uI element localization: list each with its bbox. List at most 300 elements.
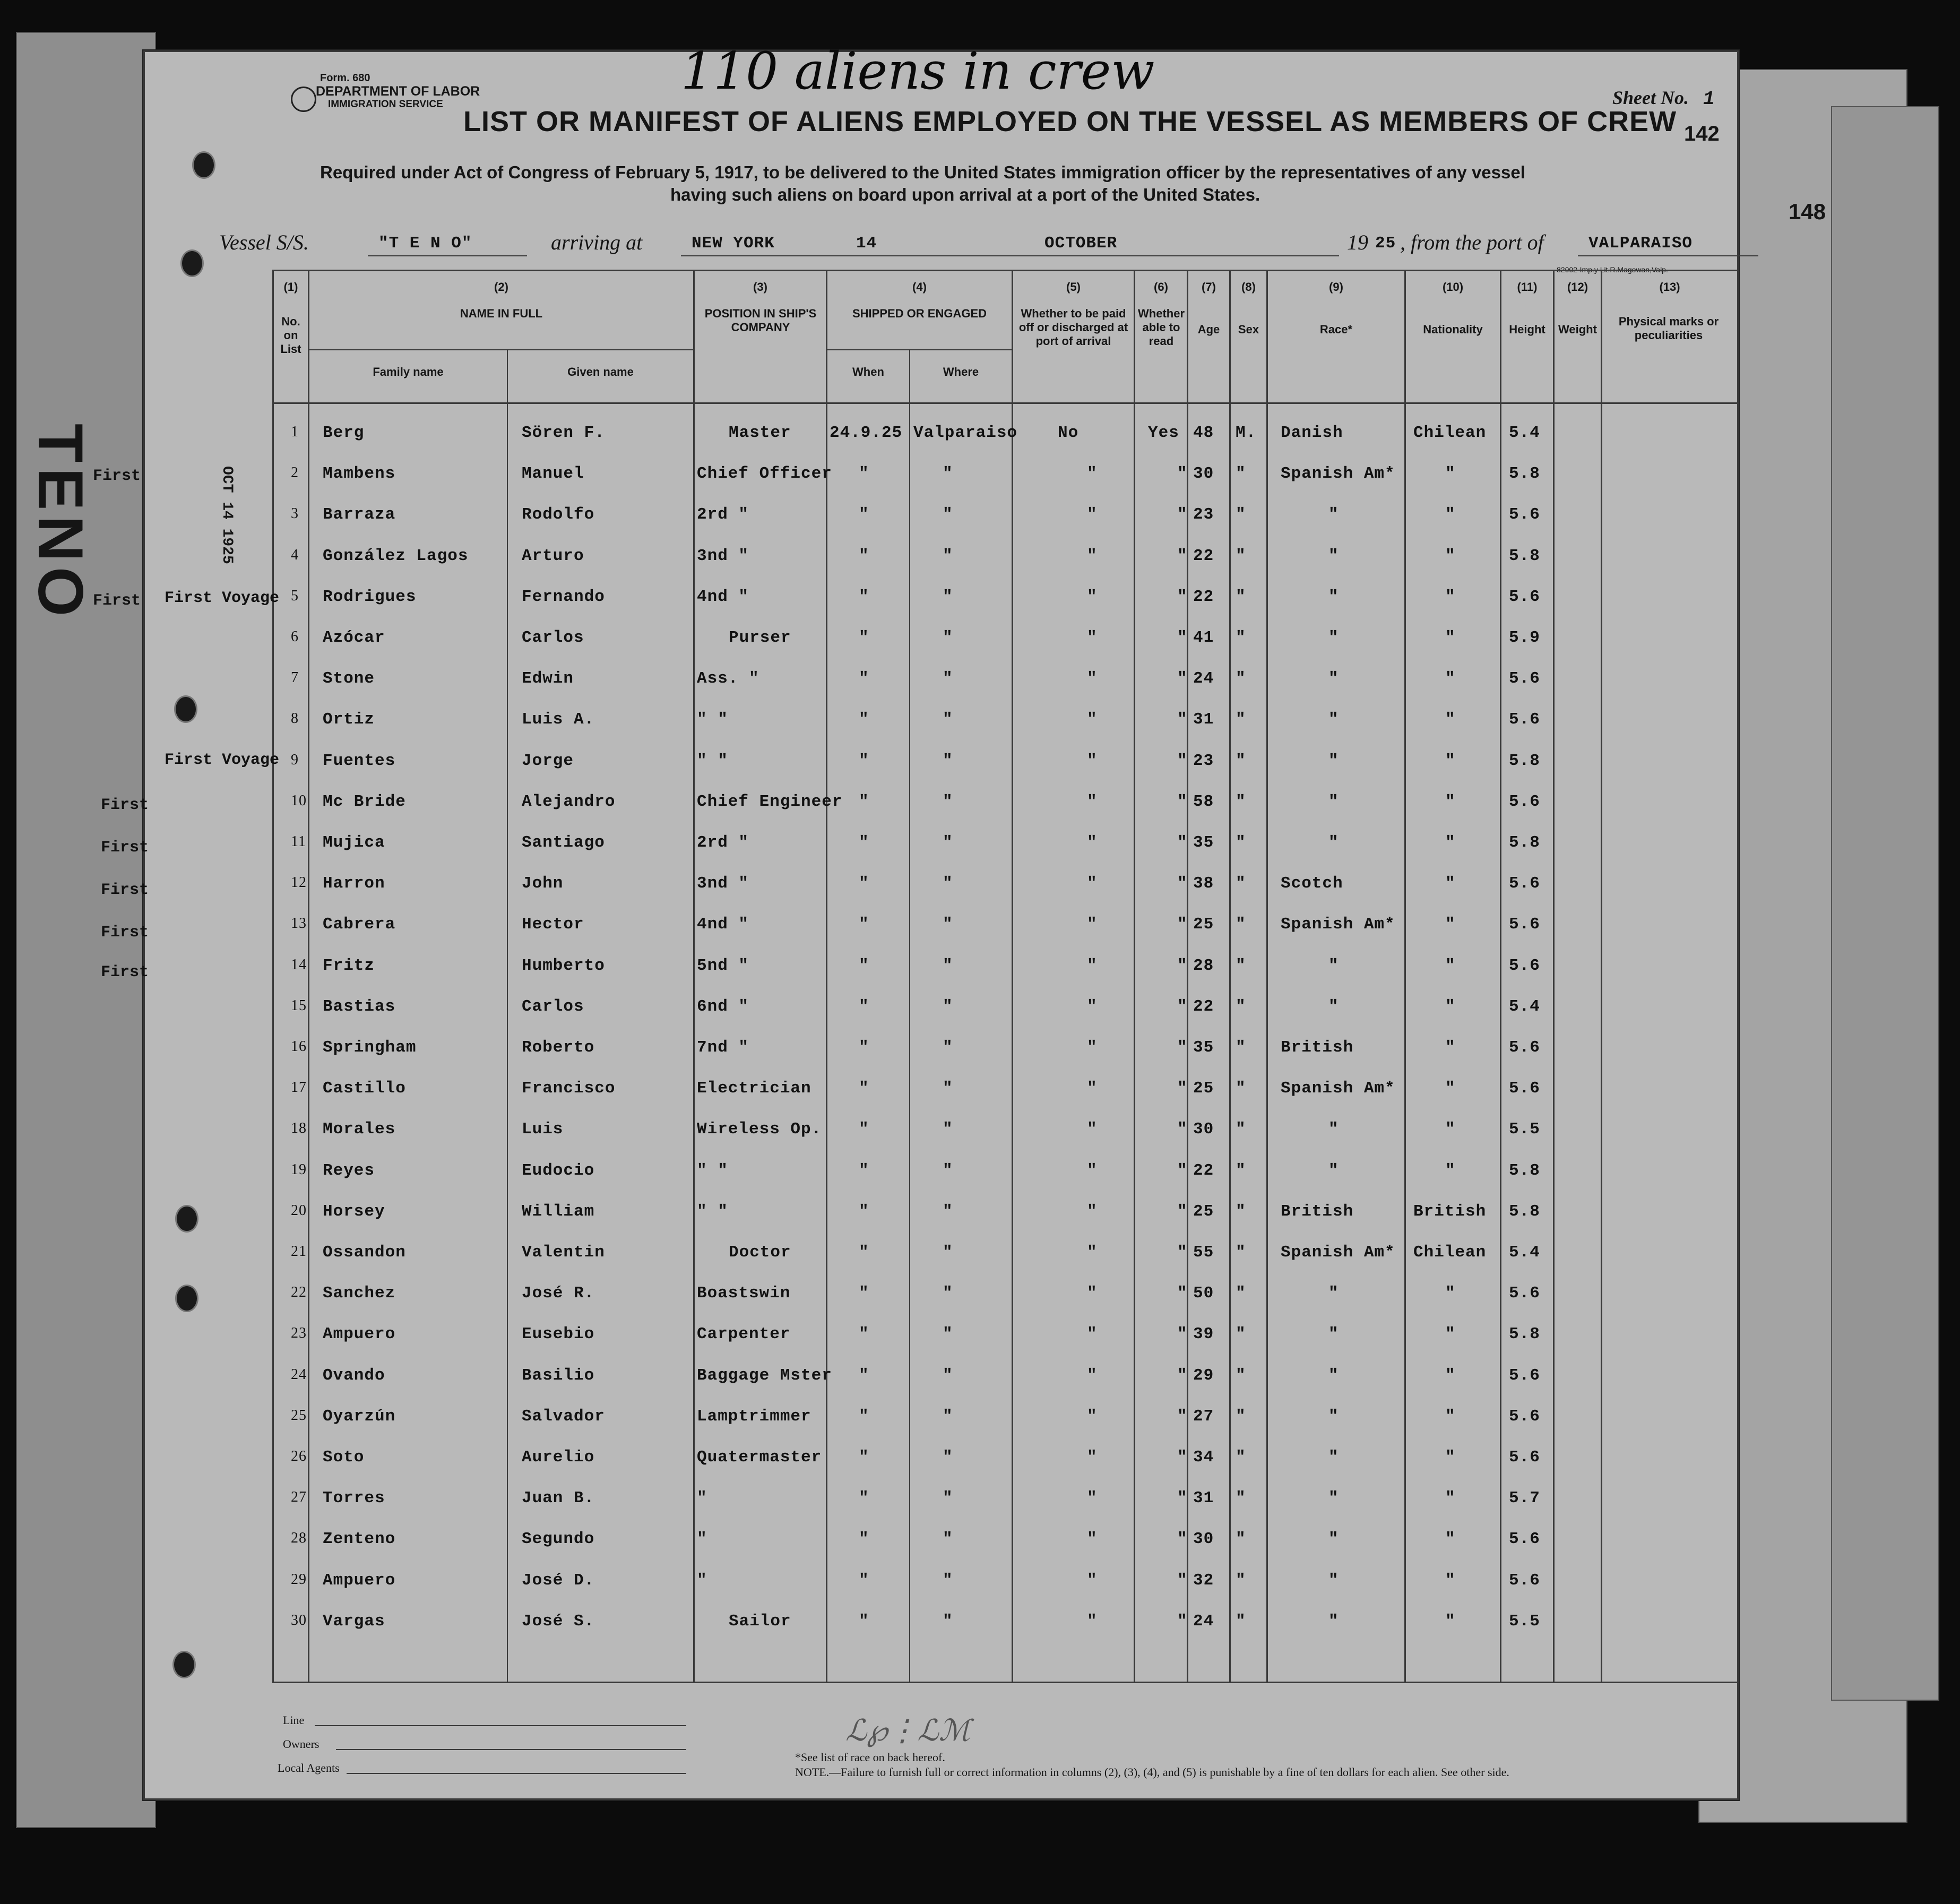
shipped-where-cell: " bbox=[943, 1366, 953, 1385]
sex-cell: " bbox=[1236, 874, 1246, 893]
able-to-read-cell: " bbox=[1177, 628, 1188, 647]
age-cell: 22 bbox=[1193, 587, 1214, 606]
footer-agents-label bbox=[278, 1761, 686, 1775]
paid-off-cell: " bbox=[1087, 1202, 1098, 1221]
subtitle-line-1: Required under Act of Congress of February 5, 1917, to be delivered to the United States immigration officer by the representatives of any vessel bbox=[320, 162, 1525, 182]
shipped-where-cell: " bbox=[943, 1202, 953, 1221]
agents-label: Local Agents bbox=[278, 1761, 340, 1774]
row-number-cell: 13 bbox=[291, 915, 307, 932]
family-name-cell: Morales bbox=[323, 1120, 396, 1139]
nationality-cell: Chilean bbox=[1413, 1243, 1487, 1262]
able-to-read-cell: " bbox=[1177, 1079, 1188, 1098]
shipped-where-cell: " bbox=[943, 915, 953, 934]
line-underline bbox=[315, 1725, 686, 1726]
shipped-when-cell: " bbox=[859, 505, 869, 524]
given-name-cell: José D. bbox=[522, 1571, 595, 1590]
age-cell: 25 bbox=[1193, 915, 1214, 934]
paid-off-cell: " bbox=[1087, 997, 1098, 1016]
paid-off-cell: " bbox=[1087, 1489, 1098, 1508]
shipped-when-cell: 24.9.25 bbox=[830, 424, 903, 442]
shipped-where-cell: " bbox=[943, 628, 953, 647]
height-cell: 5.6 bbox=[1509, 1407, 1540, 1426]
shipped-where-cell: " bbox=[943, 710, 953, 729]
position-cell: Electrician bbox=[697, 1079, 811, 1098]
given-name-cell: Roberto bbox=[522, 1038, 595, 1057]
age-cell: 58 bbox=[1193, 792, 1214, 811]
height-cell: 5.6 bbox=[1509, 1284, 1540, 1303]
shipped-when-cell: " bbox=[859, 1079, 869, 1098]
table-row bbox=[145, 1530, 1737, 1569]
row-number-cell: 12 bbox=[291, 874, 307, 891]
year-suffix: 25 bbox=[1375, 234, 1396, 253]
row-number-cell: 2 bbox=[291, 464, 299, 481]
col11-number: (11) bbox=[1517, 280, 1538, 294]
able-to-read-cell: " bbox=[1177, 587, 1188, 606]
height-cell: 5.9 bbox=[1509, 628, 1540, 647]
table-row bbox=[145, 588, 1737, 627]
age-cell: 31 bbox=[1193, 1489, 1214, 1508]
height-cell: 5.6 bbox=[1509, 956, 1540, 975]
given-name-cell: Juan B. bbox=[522, 1489, 595, 1508]
shipped-where-cell: " bbox=[943, 1284, 953, 1303]
position-cell: " " bbox=[697, 1202, 728, 1221]
subtitle-line-2: having such aliens on board upon arrival at a port of the United States. bbox=[670, 185, 1260, 204]
able-to-read-cell: " bbox=[1177, 669, 1188, 688]
position-cell: Carpenter bbox=[697, 1325, 791, 1344]
age-cell: 55 bbox=[1193, 1243, 1214, 1262]
nationality-cell: " bbox=[1445, 669, 1456, 688]
race-cell: British bbox=[1281, 1038, 1354, 1057]
given-name-cell: José R. bbox=[522, 1284, 595, 1303]
paid-off-cell: " bbox=[1087, 1243, 1098, 1262]
able-to-read-cell: " bbox=[1177, 751, 1188, 770]
race-cell: " bbox=[1328, 669, 1339, 688]
arrival-day: 14 bbox=[856, 234, 877, 253]
position-cell: 4nd " bbox=[697, 587, 749, 606]
from-port-label: , from the port of bbox=[1400, 230, 1544, 254]
height-cell: 5.6 bbox=[1509, 1366, 1540, 1385]
race-cell: " bbox=[1328, 1284, 1339, 1303]
shipped-when-cell: " bbox=[859, 1530, 869, 1549]
shipped-when-cell: " bbox=[859, 792, 869, 811]
paid-off-cell: " bbox=[1087, 1161, 1098, 1180]
family-name-cell: González Lagos bbox=[323, 546, 469, 565]
given-name-cell: Francisco bbox=[522, 1079, 616, 1098]
height-cell: 5.6 bbox=[1509, 505, 1540, 524]
family-name-cell: Torres bbox=[323, 1489, 385, 1508]
able-to-read-cell: " bbox=[1177, 464, 1188, 484]
able-to-read-cell: " bbox=[1177, 1243, 1188, 1262]
family-name-cell: Sanchez bbox=[323, 1284, 396, 1303]
height-cell: 5.8 bbox=[1509, 751, 1540, 770]
col8-header: Sex bbox=[1238, 323, 1259, 336]
table-row bbox=[145, 1612, 1737, 1651]
age-cell: 23 bbox=[1193, 505, 1214, 524]
height-cell: 5.4 bbox=[1509, 424, 1540, 442]
age-cell: 30 bbox=[1193, 464, 1214, 484]
col4-number: (4) bbox=[912, 280, 927, 294]
row-number-cell: 1 bbox=[291, 424, 299, 440]
shipped-where-cell: " bbox=[943, 1120, 953, 1139]
sex-cell: " bbox=[1236, 1571, 1246, 1590]
given-name-cell: Eudocio bbox=[522, 1161, 595, 1180]
race-cell: Spanish Am* bbox=[1281, 915, 1395, 934]
col4-header: SHIPPED OR ENGAGED bbox=[852, 307, 987, 320]
col7-header: Age bbox=[1197, 323, 1220, 336]
table-row bbox=[145, 1120, 1737, 1159]
sex-cell: " bbox=[1236, 751, 1246, 770]
able-to-read-cell: " bbox=[1177, 1161, 1188, 1180]
race-cell: " bbox=[1328, 1407, 1339, 1426]
shipped-when-cell: " bbox=[859, 751, 869, 770]
height-cell: 5.8 bbox=[1509, 546, 1540, 565]
height-cell: 5.7 bbox=[1509, 1489, 1540, 1508]
race-cell: " bbox=[1328, 1366, 1339, 1385]
family-name-cell: Ossandon bbox=[323, 1243, 406, 1262]
race-cell: British bbox=[1281, 1202, 1354, 1221]
handwritten-crew-count: 110 aliens in crew bbox=[681, 41, 1155, 101]
nationality-cell: " bbox=[1445, 546, 1456, 565]
col3-number: (3) bbox=[753, 280, 767, 294]
table-row bbox=[145, 1284, 1737, 1323]
shipped-when-cell: " bbox=[859, 1325, 869, 1344]
sex-cell: " bbox=[1236, 1448, 1246, 1467]
shipped-when-cell: " bbox=[859, 874, 869, 893]
shipped-when-cell: " bbox=[859, 1407, 869, 1426]
able-to-read-cell: " bbox=[1177, 710, 1188, 729]
shipped-where-cell: " bbox=[943, 1448, 953, 1467]
age-cell: 35 bbox=[1193, 833, 1214, 852]
shipped-where-cell: " bbox=[943, 956, 953, 975]
table-row bbox=[145, 1489, 1737, 1528]
race-cell: Spanish Am* bbox=[1281, 1079, 1395, 1098]
table-row bbox=[145, 547, 1737, 586]
shipped-when-cell: " bbox=[859, 956, 869, 975]
nationality-cell: " bbox=[1445, 751, 1456, 770]
paid-off-cell: " bbox=[1087, 1038, 1098, 1057]
height-cell: 5.6 bbox=[1509, 915, 1540, 934]
height-cell: 5.6 bbox=[1509, 587, 1540, 606]
table-row bbox=[145, 669, 1737, 709]
sex-cell: " bbox=[1236, 710, 1246, 729]
punch-hole bbox=[180, 249, 204, 277]
col9-number: (9) bbox=[1329, 280, 1343, 294]
age-cell: 22 bbox=[1193, 1161, 1214, 1180]
position-cell: Chief Officer bbox=[697, 464, 832, 484]
able-to-read-cell: " bbox=[1177, 792, 1188, 811]
table-row bbox=[145, 1448, 1737, 1487]
row-number-cell: 19 bbox=[291, 1161, 307, 1178]
margin-note-first-6: First bbox=[101, 924, 149, 942]
given-name-cell: Arturo bbox=[522, 546, 584, 565]
nationality-cell: " bbox=[1445, 464, 1456, 484]
race-cell: Danish bbox=[1281, 424, 1343, 442]
age-cell: 29 bbox=[1193, 1366, 1214, 1385]
margin-note-first-4: First bbox=[101, 839, 149, 857]
col5-number: (5) bbox=[1066, 280, 1081, 294]
shipped-where-cell: " bbox=[943, 1612, 953, 1631]
row-number-cell: 24 bbox=[291, 1366, 307, 1383]
sex-cell: " bbox=[1236, 956, 1246, 975]
table-row bbox=[145, 997, 1737, 1037]
department-name: DEPARTMENT OF LABOR bbox=[316, 84, 480, 99]
table-row bbox=[145, 1079, 1737, 1118]
table-row bbox=[145, 915, 1737, 954]
shipped-where-cell: " bbox=[943, 1489, 953, 1508]
paid-off-cell: " bbox=[1087, 1284, 1098, 1303]
footer-line-label bbox=[283, 1713, 686, 1727]
punch-hole bbox=[175, 1205, 198, 1233]
height-cell: 5.6 bbox=[1509, 1530, 1540, 1549]
table-row bbox=[145, 1038, 1737, 1078]
paid-off-cell: No bbox=[1058, 424, 1079, 442]
height-cell: 5.8 bbox=[1509, 464, 1540, 484]
age-cell: 30 bbox=[1193, 1530, 1214, 1549]
given-name-cell: Rodolfo bbox=[522, 505, 595, 524]
position-cell: Ass. " bbox=[697, 669, 759, 688]
shipped-when-cell: " bbox=[859, 997, 869, 1016]
sex-cell: " bbox=[1236, 1202, 1246, 1221]
position-cell: 4nd " bbox=[697, 915, 749, 934]
race-cell: " bbox=[1328, 1120, 1339, 1139]
able-to-read-cell: " bbox=[1177, 833, 1188, 852]
sex-cell: " bbox=[1236, 1079, 1246, 1098]
family-name-cell: Ampuero bbox=[323, 1571, 396, 1590]
owners-label: Owners bbox=[283, 1737, 320, 1751]
row-number-cell: 22 bbox=[291, 1284, 307, 1301]
given-name-cell: Jorge bbox=[522, 751, 574, 770]
col13-number: (13) bbox=[1659, 280, 1680, 294]
family-name-cell: Horsey bbox=[323, 1202, 385, 1221]
race-cell: " bbox=[1328, 1448, 1339, 1467]
row-number-cell: 14 bbox=[291, 956, 307, 973]
paid-off-cell: " bbox=[1087, 1530, 1098, 1549]
row-number-cell: 21 bbox=[291, 1243, 307, 1260]
shipped-where-cell: " bbox=[943, 1325, 953, 1344]
paid-off-cell: " bbox=[1087, 505, 1098, 524]
position-cell: 7nd " bbox=[697, 1038, 749, 1057]
race-cell: " bbox=[1328, 1530, 1339, 1549]
given-name-cell: Salvador bbox=[522, 1407, 605, 1426]
table-row bbox=[145, 628, 1737, 668]
shipped-when-cell: " bbox=[859, 464, 869, 484]
able-to-read-cell: " bbox=[1177, 997, 1188, 1016]
family-name-cell: Reyes bbox=[323, 1161, 375, 1180]
height-cell: 5.6 bbox=[1509, 874, 1540, 893]
col12-header: Weight bbox=[1558, 323, 1597, 336]
sex-cell: " bbox=[1236, 505, 1246, 524]
back-sheet-far-right bbox=[1831, 106, 1939, 1701]
position-cell: Lamptrimmer bbox=[697, 1407, 811, 1426]
vessel-label: Vessel S/S. bbox=[219, 230, 309, 254]
manifest-title: LIST OR MANIFEST OF ALIENS EMPLOYED ON THE VESSEL AS MEMBERS OF CREW bbox=[463, 106, 1677, 137]
nationality-cell: " bbox=[1445, 1284, 1456, 1303]
height-cell: 5.5 bbox=[1509, 1120, 1540, 1139]
given-name-cell: José S. bbox=[522, 1612, 595, 1631]
nationality-cell: " bbox=[1445, 915, 1456, 934]
race-cell: Spanish Am* bbox=[1281, 1243, 1395, 1262]
nationality-cell: " bbox=[1445, 505, 1456, 524]
row-number-cell: 26 bbox=[291, 1448, 307, 1464]
race-cell: " bbox=[1328, 710, 1339, 729]
arrival-port: NEW YORK bbox=[692, 234, 775, 253]
shipped-where-cell: Valparaiso bbox=[913, 424, 1018, 442]
col7-number: (7) bbox=[1202, 280, 1216, 294]
nationality-cell: " bbox=[1445, 1571, 1456, 1590]
age-cell: 24 bbox=[1193, 1612, 1214, 1631]
race-cell: Scotch bbox=[1281, 874, 1343, 893]
position-cell: Chief Engineer bbox=[697, 792, 843, 811]
nationality-cell: " bbox=[1445, 833, 1456, 852]
shipped-when-cell: " bbox=[859, 1571, 869, 1590]
row-number-cell: 18 bbox=[291, 1120, 307, 1137]
nationality-cell: " bbox=[1445, 1407, 1456, 1426]
shipped-when-cell: " bbox=[859, 628, 869, 647]
sex-cell: " bbox=[1236, 833, 1246, 852]
age-cell: 23 bbox=[1193, 751, 1214, 770]
table-row bbox=[145, 833, 1737, 873]
shipped-where-cell: " bbox=[943, 587, 953, 606]
position-cell: Wireless Op. bbox=[697, 1120, 822, 1139]
margin-note-first-5: First bbox=[101, 881, 149, 899]
position-cell: 3nd " bbox=[697, 874, 749, 893]
race-cell: " bbox=[1328, 751, 1339, 770]
row-number-cell: 9 bbox=[291, 751, 299, 768]
paid-off-cell: " bbox=[1087, 628, 1098, 647]
age-cell: 48 bbox=[1193, 424, 1214, 442]
sex-cell: " bbox=[1236, 1243, 1246, 1262]
sex-cell: " bbox=[1236, 1612, 1246, 1631]
sex-cell: " bbox=[1236, 587, 1246, 606]
height-cell: 5.4 bbox=[1509, 1243, 1540, 1262]
penalty-note: NOTE.—Failure to furnish full or correct information in columns (2), (3), (4), and (5) is punishable by a fine of ten dollars for each alien. See other side. bbox=[795, 1765, 1509, 1779]
row-number-cell: 17 bbox=[291, 1079, 307, 1096]
able-to-read-cell: " bbox=[1177, 1489, 1188, 1508]
height-cell: 5.8 bbox=[1509, 1202, 1540, 1221]
sex-cell: " bbox=[1236, 1530, 1246, 1549]
height-cell: 5.6 bbox=[1509, 1448, 1540, 1467]
paid-off-cell: " bbox=[1087, 1448, 1098, 1467]
shipped-where-cell: " bbox=[943, 1243, 953, 1262]
col8-number: (8) bbox=[1241, 280, 1256, 294]
table-row bbox=[145, 464, 1737, 504]
shipped-when-cell: " bbox=[859, 1120, 869, 1139]
footer-owners-label bbox=[283, 1737, 686, 1751]
nationality-cell: British bbox=[1413, 1202, 1487, 1221]
margin-note-first-2: First bbox=[93, 592, 141, 610]
paid-off-cell: " bbox=[1087, 1571, 1098, 1590]
row-number-cell: 11 bbox=[291, 833, 306, 850]
shipped-when-cell: " bbox=[859, 1489, 869, 1508]
given-name-cell: Eusebio bbox=[522, 1325, 595, 1344]
position-cell: Master bbox=[729, 424, 791, 442]
nationality-cell: " bbox=[1445, 956, 1456, 975]
able-to-read-cell: " bbox=[1177, 1407, 1188, 1426]
paid-off-cell: " bbox=[1087, 915, 1098, 934]
punch-hole bbox=[174, 695, 197, 723]
given-name-cell: Carlos bbox=[522, 628, 584, 647]
family-name-cell: Stone bbox=[323, 669, 375, 688]
punch-hole bbox=[192, 151, 215, 179]
shipped-where-cell: " bbox=[943, 546, 953, 565]
table-row bbox=[145, 1571, 1737, 1610]
height-cell: 5.6 bbox=[1509, 792, 1540, 811]
height-cell: 5.6 bbox=[1509, 669, 1540, 688]
race-cell: " bbox=[1328, 792, 1339, 811]
able-to-read-cell: " bbox=[1177, 1448, 1188, 1467]
able-to-read-cell: " bbox=[1177, 505, 1188, 524]
family-name-cell: Fuentes bbox=[323, 751, 396, 770]
paid-off-cell: " bbox=[1087, 1407, 1098, 1426]
agents-underline bbox=[347, 1773, 686, 1774]
col9-header: Race* bbox=[1319, 323, 1353, 336]
shipped-when-cell: " bbox=[859, 1284, 869, 1303]
paid-off-cell: " bbox=[1087, 464, 1098, 484]
table-row bbox=[145, 1161, 1737, 1201]
col6-header: Whether able to read bbox=[1138, 307, 1185, 348]
row-number-cell: 16 bbox=[291, 1038, 307, 1055]
age-cell: 22 bbox=[1193, 546, 1214, 565]
position-cell: " bbox=[697, 1530, 707, 1549]
col2-given-header: Given name bbox=[567, 365, 634, 378]
shipped-where-cell: " bbox=[943, 792, 953, 811]
line-label: Line bbox=[283, 1713, 305, 1727]
row-number-cell: 28 bbox=[291, 1530, 307, 1547]
position-cell: 3nd " bbox=[697, 546, 749, 565]
family-name-cell: Castillo bbox=[323, 1079, 406, 1098]
shipped-where-cell: " bbox=[943, 751, 953, 770]
row-number-cell: 7 bbox=[291, 669, 299, 686]
nationality-cell: " bbox=[1445, 792, 1456, 811]
shipped-when-cell: " bbox=[859, 546, 869, 565]
sex-cell: " bbox=[1236, 1366, 1246, 1385]
nationality-cell: " bbox=[1445, 997, 1456, 1016]
row-number-cell: 6 bbox=[291, 628, 299, 645]
family-name-cell: Springham bbox=[323, 1038, 417, 1057]
race-cell: " bbox=[1328, 1571, 1339, 1590]
table-row bbox=[145, 752, 1737, 791]
table-row bbox=[145, 1325, 1737, 1364]
family-name-cell: Ortiz bbox=[323, 710, 375, 729]
nationality-cell: " bbox=[1445, 1120, 1456, 1139]
col6-number: (6) bbox=[1154, 280, 1168, 294]
nationality-cell: " bbox=[1445, 710, 1456, 729]
race-cell: " bbox=[1328, 1612, 1339, 1631]
page-number: 142 bbox=[1684, 122, 1720, 145]
sex-cell: " bbox=[1236, 997, 1246, 1016]
shipped-when-cell: " bbox=[859, 833, 869, 852]
arriving-label: arriving at bbox=[551, 230, 643, 254]
col10-header: Nationality bbox=[1423, 323, 1483, 336]
position-cell: Boastswin bbox=[697, 1284, 791, 1303]
given-name-cell: Carlos bbox=[522, 997, 584, 1016]
shipped-where-cell: " bbox=[943, 669, 953, 688]
owners-underline bbox=[336, 1749, 686, 1750]
paid-off-cell: " bbox=[1087, 546, 1098, 565]
sex-cell: " bbox=[1236, 628, 1246, 647]
position-cell: Sailor bbox=[729, 1612, 791, 1631]
race-footnote: *See list of race on back hereof. bbox=[795, 1751, 945, 1764]
col2-number: (2) bbox=[494, 280, 508, 294]
vessel-name-stamp: TENO bbox=[25, 424, 96, 622]
nationality-cell: " bbox=[1445, 587, 1456, 606]
age-cell: 41 bbox=[1193, 628, 1214, 647]
col5-header: Whether to be paid off or discharged at port of arrival bbox=[1018, 307, 1128, 348]
position-cell: 6nd " bbox=[697, 997, 749, 1016]
given-name-cell: Humberto bbox=[522, 956, 605, 975]
age-cell: 32 bbox=[1193, 1571, 1214, 1590]
sex-cell: " bbox=[1236, 464, 1246, 484]
